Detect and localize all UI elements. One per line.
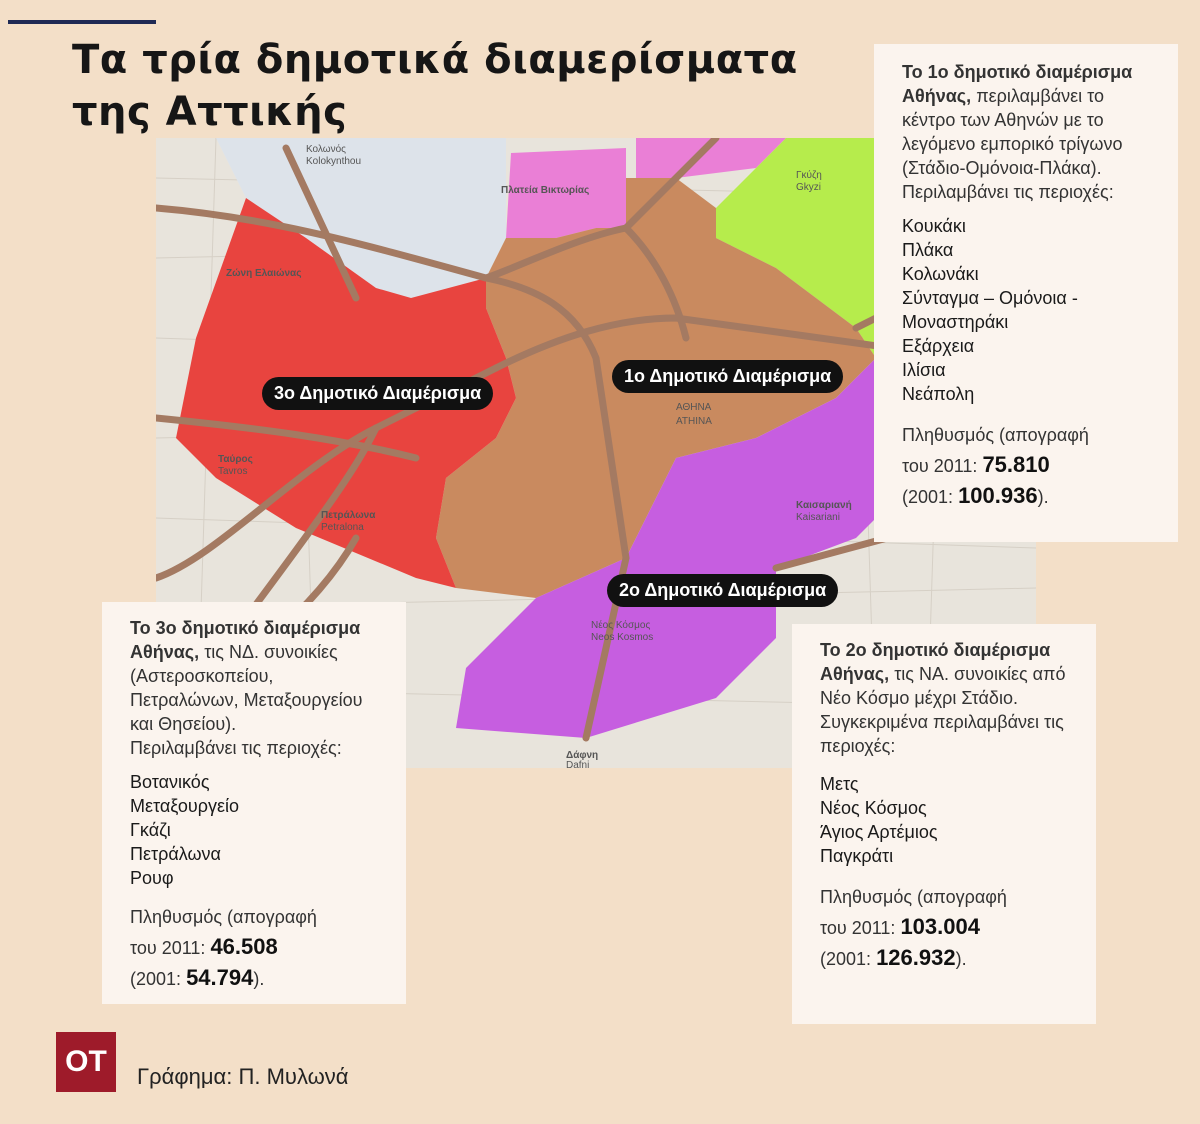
district-2-info-card [792, 624, 1096, 1024]
graph-credit: Γράφημα: Π. Μυλωνά [137, 1064, 349, 1089]
card1-areas-intro: Περιλαμβάνει τις περιοχές: [902, 182, 1114, 202]
map-label-athina-gr: ΑΘΗΝΑ [676, 402, 712, 413]
card2-pop-2011-line [820, 912, 1080, 943]
card3-areas-list [130, 770, 386, 890]
card1-area-item: Σύνταγμα – Ομόνοια - [902, 288, 1078, 308]
map-label-petralona-gr: Πετράλωνα [321, 510, 376, 521]
card3-area-item: Ρουφ [130, 868, 174, 888]
card3-pop-2011-line [130, 932, 386, 963]
map-label-tavros-gr: Ταύρος [218, 454, 253, 465]
map-label-petralona-en: Petralona [321, 522, 364, 533]
card1-pop-prefix: Πληθυσμός (απογραφή [902, 425, 1089, 445]
card2-intro-bold: Το 2ο δημοτικό διαμέρισμα Αθήνας, [820, 640, 1051, 684]
map-label-kolonos: Κολωνός [306, 144, 346, 155]
card3-pop-2001: 54.794 [186, 965, 254, 990]
card2-pop-2011-label: του 2011: [820, 918, 896, 938]
district-3-label: 3ο Δημοτικό Διαμέρισμα [262, 377, 493, 410]
card2-pop-2001-line [820, 943, 1080, 974]
map-label-athina-en: ATHINA [676, 416, 712, 427]
card3-pop-2011: 46.508 [210, 934, 278, 959]
card1-area-item: Μοναστηράκι [902, 312, 1009, 332]
card3-population [130, 902, 386, 994]
card1-area-item: Εξάρχεια [902, 336, 975, 356]
card1-pop-2011: 75.810 [982, 452, 1050, 477]
map-label-victoria: Πλατεία Βικτωρίας [501, 185, 590, 196]
page-title [72, 34, 852, 138]
card2-pop-prefix: Πληθυσμός (απογραφή [820, 887, 1007, 907]
map-label-dafni-gr: Δάφνη [566, 750, 599, 761]
card1-population [902, 420, 1162, 512]
card1-pop-2001-line [902, 481, 1162, 512]
card2-area-item: Παγκράτι [820, 846, 894, 866]
card1-intro [902, 60, 1162, 180]
map-label-tavros-en: Tavros [218, 466, 248, 477]
card3-pop-2001-label: (2001: [130, 969, 182, 989]
map-label-dafni-en: Dafni [566, 760, 590, 768]
card3-pop-prefix: Πληθυσμός (απογραφή [130, 907, 317, 927]
card3-area-item: Βοτανικός [130, 772, 210, 792]
card2-pop-2001: 126.932 [876, 945, 956, 970]
card1-area-item: Πλάκα [902, 240, 954, 260]
card2-pop-close: ). [955, 949, 967, 969]
card2-area-item: Άγιος Αρτέμιος [820, 822, 938, 842]
card1-pop-2011-line [902, 450, 1162, 481]
map-label-kolokynthou: Kolokynthou [306, 156, 362, 167]
card3-intro [130, 616, 386, 736]
district-1-info-card [874, 44, 1178, 542]
card1-area-item: Ιλίσια [902, 360, 946, 380]
card3-pop-close: ). [253, 969, 265, 989]
map-label-gkyzi-en: Gkyzi [796, 182, 821, 193]
card1-intro-rest: περιλαμβάνει το κέντρο των Αθηνών με το λεγόμενο εμπορικό τρίγωνο (Στάδιο-Ομόνοια-Πλάκα). [902, 86, 1123, 178]
map-label-gkyzi-gr: Γκύζη [796, 170, 822, 181]
map-label-elaionas: Ζώνη Ελαιώνας [226, 268, 302, 279]
card3-pop-2011-label: του 2011: [130, 938, 206, 958]
card3-area-item: Μεταξουργείο [130, 796, 239, 816]
card2-intro-rest: τις ΝΑ. συνοικίες από Νέο Κόσμο μέχρι Στάδιο. Συγκεκριμένα περιλαμβάνει τις περιοχές: [820, 664, 1066, 756]
card3-pop-2001-line [130, 963, 386, 994]
card2-areas-list [820, 772, 1080, 868]
card2-intro [820, 638, 1080, 758]
district-2-label: 2ο Δημοτικό Διαμέρισμα [607, 574, 838, 607]
card1-area-item: Νεάπολη [902, 384, 975, 404]
map-label-kaisariani-en: Kaisariani [796, 512, 840, 523]
card3-area-item: Πετράλωνα [130, 844, 221, 864]
card2-area-item: Μετς [820, 774, 859, 794]
card3-intro-rest: τις ΝΔ. συνοικίες (Αστεροσκοπείου, Πετραλώνων, Μεταξουργείου και Θησείου). [130, 642, 363, 734]
district-3-info-card [102, 602, 406, 1004]
card1-pop-2011-label: του 2011: [902, 456, 978, 476]
card2-pop-2001-label: (2001: [820, 949, 872, 969]
title-line-1: Τα τρία δημοτικά διαμερίσματα [72, 37, 798, 83]
card1-areas-list [902, 214, 1162, 406]
card1-pop-2001: 100.936 [958, 483, 1038, 508]
district-1-label: 1ο Δημοτικό Διαμέρισμα [612, 360, 843, 393]
card3-area-item: Γκάζι [130, 820, 171, 840]
accent-line [8, 20, 156, 24]
card1-intro-bold: Το 1ο δημοτικό διαμέρισμα Αθήνας, [902, 62, 1133, 106]
map-label-neos-kosmos-en: Neos Kosmos [591, 632, 654, 643]
card1-pop-2001-label: (2001: [902, 487, 954, 507]
card3-intro-bold: Το 3ο δημοτικό διαμέρισμα Αθήνας, [130, 618, 361, 662]
card2-area-item: Νέος Κόσμος [820, 798, 927, 818]
ot-logo: OT [56, 1032, 116, 1092]
card2-population [820, 882, 1080, 974]
card3-areas-intro: Περιλαμβάνει τις περιοχές: [130, 738, 342, 758]
card2-pop-2011: 103.004 [900, 914, 980, 939]
card1-area-item: Κολωνάκι [902, 264, 979, 284]
map-label-neos-kosmos-gr: Νέος Κόσμος [591, 620, 651, 631]
card1-pop-close: ). [1037, 487, 1049, 507]
title-line-2: της Αττικής [72, 89, 348, 135]
card1-area-item: Κουκάκι [902, 216, 966, 236]
map-label-kaisariani-gr: Καισαριανή [796, 500, 852, 511]
